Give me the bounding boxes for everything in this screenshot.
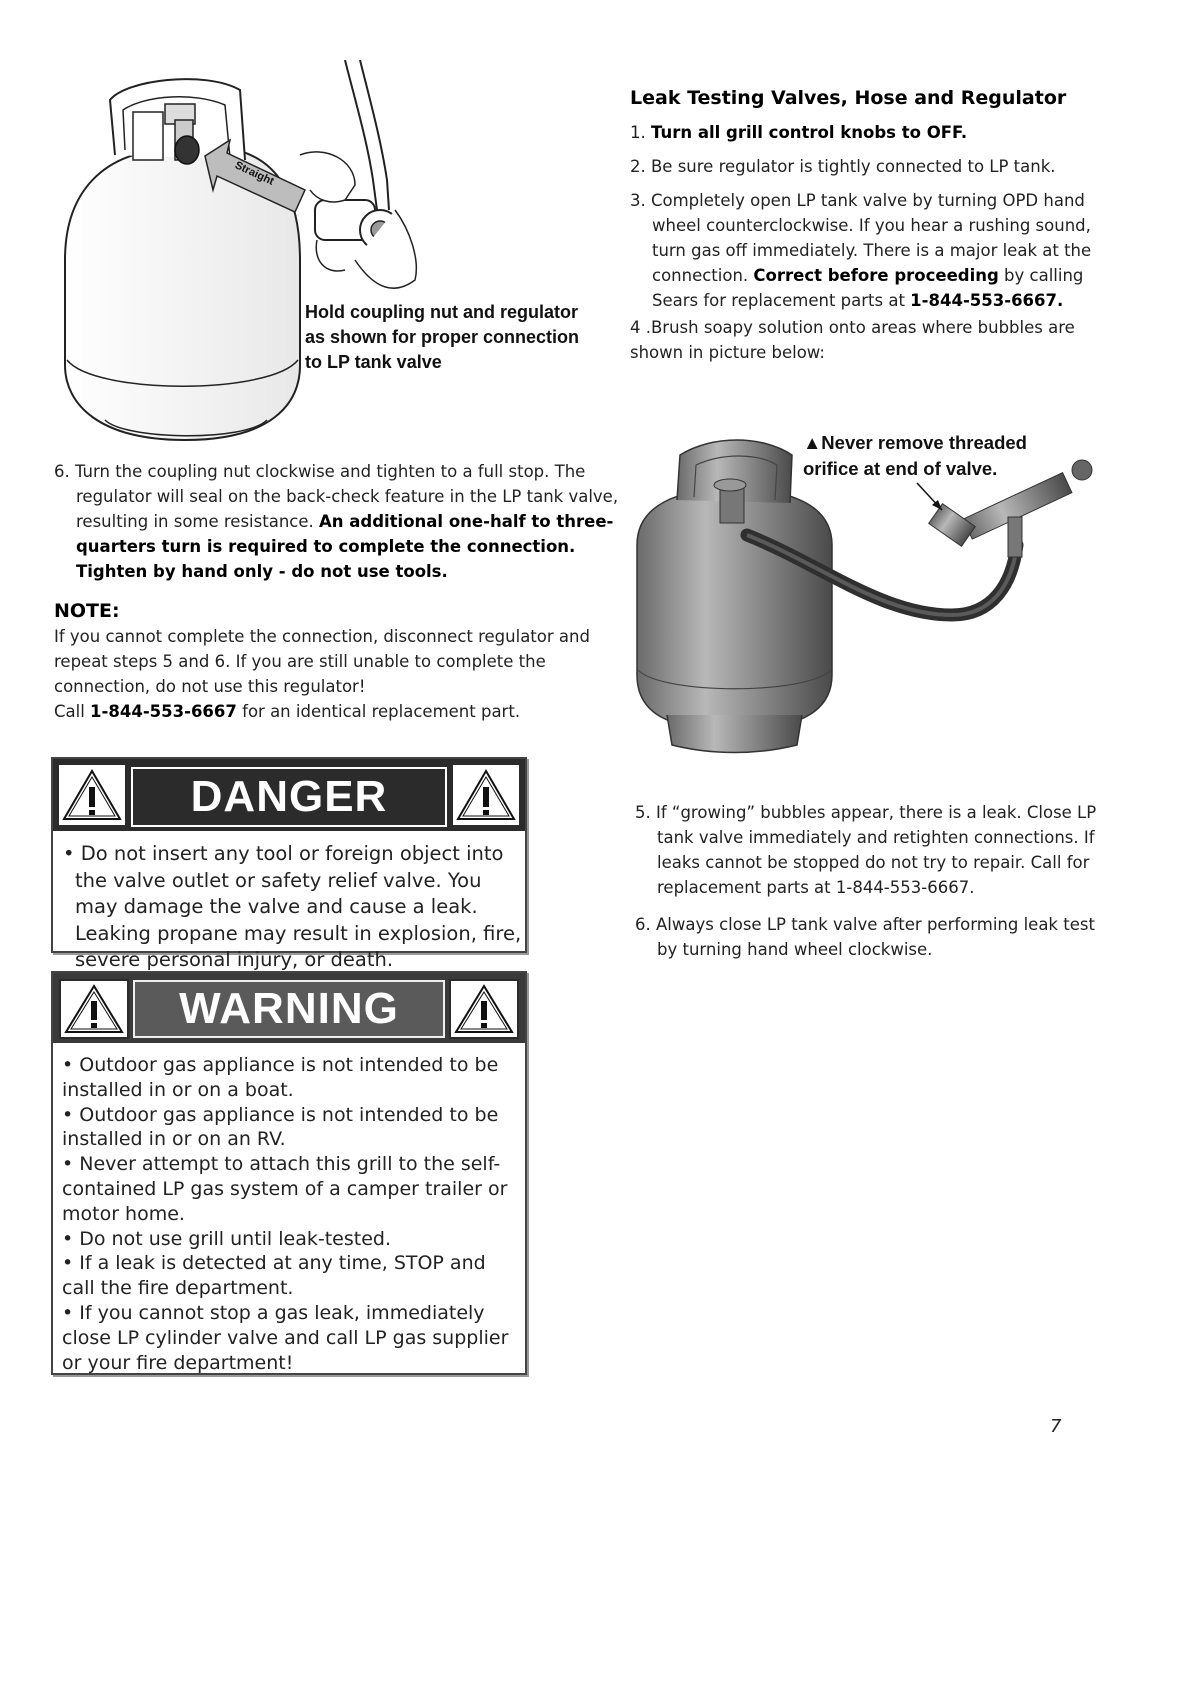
warning-box — [51, 971, 527, 1375]
figure2-caption — [803, 430, 1103, 482]
danger-body: • Do not insert any tool or foreign object into the valve outlet or safety relief valve. You may damage the valve and cause a leak. Leaking propane may result in explosion, fire, severe personal injury, or death. — [63, 842, 522, 971]
caption-line: ▲Never remove threaded — [803, 432, 1027, 453]
leak-step-5: 5. If “growing” bubbles appear, there is a leak. Close LP tank valve immediately and retighten connections. If leaks cannot be stopped do not try to repair. Call for replacement parts at 1-844-553-6667. — [635, 803, 1097, 897]
leak-step-4: 4 .Brush soapy solution onto areas where bubbles are shown in picture below: — [630, 318, 1075, 362]
warning-item: • If a leak is detected at any time, STOP and call the fire department. — [62, 1252, 486, 1300]
leak-step-3 — [630, 188, 1107, 313]
danger-title: DANGER — [131, 767, 447, 827]
note-call-prefix: Call — [54, 702, 91, 721]
warning-item: • If you cannot stop a gas leak, immediately close LP cylinder valve and call LP gas supplier or your fire department! — [62, 1301, 509, 1374]
note-heading: NOTE: — [54, 600, 120, 622]
alert-triangle-icon — [451, 981, 517, 1037]
step-6-text: 6. Turn the coupling nut clockwise and tighten to a full stop. The regulator will seal on the back-check feature in the LP tank valve, resulting in some resistance. — [54, 462, 619, 531]
danger-right-icon — [451, 763, 521, 827]
caption-line: as shown for proper connection — [305, 327, 580, 347]
leak-step-3-text-b: by calling Sears for replacement parts at — [652, 266, 1084, 310]
note-phone: 1-844-553-6667 — [90, 702, 237, 721]
warning-item: • Never attempt to attach this grill to the self-contained LP gas system of a camper trailer or motor home. — [62, 1153, 508, 1225]
danger-header-bar — [53, 759, 525, 831]
warning-item: • Do not use grill until leak-tested. — [62, 1227, 391, 1250]
caption-line: Hold coupling nut and regulator — [305, 302, 578, 322]
caption-line: to LP tank valve — [305, 352, 442, 372]
alert-triangle-icon — [59, 765, 125, 825]
warning-left-icon — [59, 979, 129, 1039]
leak-step-3-phone: 1-844-553-6667. — [910, 291, 1064, 310]
warning-item: • Outdoor gas appliance is not intended to be installed in or on an RV. — [62, 1103, 499, 1151]
caption-line: orifice at end of valve. — [803, 458, 998, 479]
leak-step-1 — [630, 120, 1090, 145]
step-6-connection — [54, 459, 621, 584]
figure1-caption — [305, 300, 605, 375]
note-section — [54, 598, 599, 724]
danger-box — [51, 757, 527, 971]
alert-triangle-icon — [453, 765, 519, 825]
leak-step-3-text-a: 3. Completely open LP tank valve by turning OPD hand wheel counterclockwise. If you hear a rushing sound, turn gas off immediately. There is a major leak at the connection. — [630, 191, 1092, 285]
leak-step-3-bold: Correct before proceeding — [753, 266, 999, 285]
straight-arrow-label: Straight — [232, 159, 276, 188]
leak-test-heading: Leak Testing Valves, Hose and Regulator — [630, 87, 1067, 109]
note-call-line — [54, 699, 599, 724]
leak-step-6: 6. Always close LP tank valve after performing leak test by turning hand wheel clockwise. — [635, 915, 1095, 959]
note-body: If you cannot complete the connection, disconnect regulator and repeat steps 5 and 6. If you are still unable to complete the connection, do not use this regulator! — [54, 627, 590, 696]
tank-connection-illustration — [55, 60, 475, 460]
warning-right-icon — [449, 979, 519, 1039]
note-call-suffix: for an identical replacement part. — [236, 702, 521, 721]
warning-body — [62, 1053, 517, 1375]
alert-triangle-icon — [61, 981, 127, 1037]
warning-title: WARNING — [133, 980, 445, 1038]
danger-left-icon — [57, 763, 127, 827]
step-6-bold-text: An additional one-half to three-quarters turn is required to complete the connection. Tighten by hand only - do not use tools. — [76, 512, 614, 581]
page-number: 7 — [1050, 1416, 1062, 1437]
warning-header-bar — [53, 973, 525, 1043]
leak-step-1-number: 1. — [630, 123, 651, 142]
warning-item: • Outdoor gas appliance is not intended to be installed in or on a boat. — [62, 1054, 499, 1101]
tank-connection-drawing — [55, 60, 475, 460]
leak-step-2: 2. Be sure regulator is tightly connected to LP tank. — [630, 157, 1056, 176]
leak-step-1-text: Turn all grill control knobs to OFF. — [651, 123, 968, 142]
